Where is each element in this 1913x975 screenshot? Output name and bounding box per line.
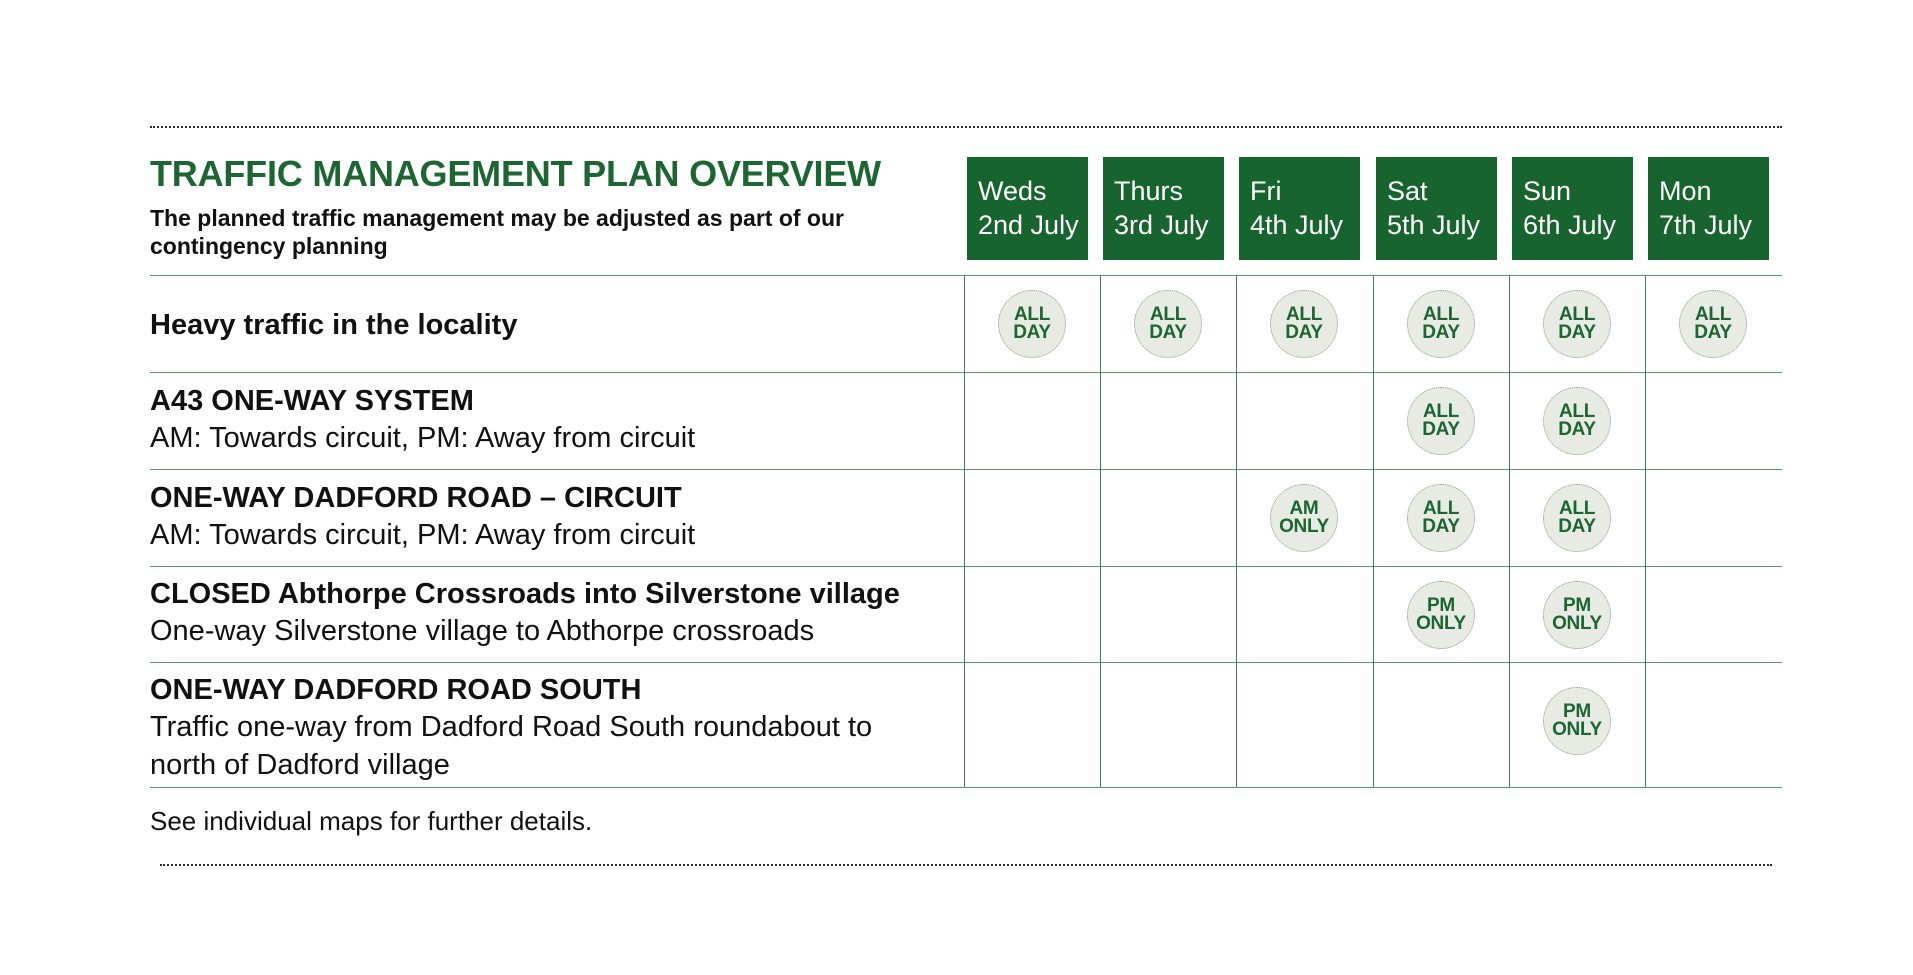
row-divider xyxy=(150,787,1782,788)
day-name: Sun xyxy=(1523,176,1572,206)
column-divider xyxy=(1236,275,1237,787)
status-badge: ALL DAY xyxy=(1543,387,1611,455)
status-badge: ALL DAY xyxy=(1543,484,1611,552)
row-label-abthorpe xyxy=(150,576,950,650)
status-badge: PM ONLY xyxy=(1543,581,1611,649)
row-subtitle: One-way Silverstone village to Abthorpe crossroads xyxy=(150,615,815,647)
status-badge: ALL DAY xyxy=(1543,290,1611,358)
row-subtitle: AM: Towards circuit, PM: Away from circuit xyxy=(150,519,696,551)
row-divider xyxy=(150,662,1782,663)
day-date: 6th July xyxy=(1523,210,1617,240)
page-title: TRAFFIC MANAGEMENT PLAN OVERVIEW xyxy=(150,153,881,194)
status-badge: ALL DAY xyxy=(1407,290,1475,358)
day-date: 3rd July xyxy=(1114,210,1209,240)
day-name: Thurs xyxy=(1114,176,1184,206)
column-divider xyxy=(1645,275,1646,787)
day-header-sat xyxy=(1376,157,1497,260)
status-badge: ALL DAY xyxy=(1407,484,1475,552)
status-badge: ALL DAY xyxy=(1134,290,1202,358)
status-badge: PM ONLY xyxy=(1407,581,1475,649)
row-title: A43 ONE-WAY SYSTEM xyxy=(150,385,474,417)
day-header-fri xyxy=(1239,157,1360,260)
row-label-dadford-south xyxy=(150,672,950,784)
day-date: 4th July xyxy=(1250,210,1344,240)
day-date: 2nd July xyxy=(978,210,1079,240)
day-name: Sat xyxy=(1387,176,1428,206)
bottom-dotted-rule xyxy=(160,864,1772,866)
row-label-heavy-traffic xyxy=(150,307,950,343)
column-divider xyxy=(964,275,965,787)
column-divider xyxy=(1100,275,1101,787)
day-name: Mon xyxy=(1659,176,1712,206)
row-divider xyxy=(150,275,1782,276)
day-date: 5th July xyxy=(1387,210,1481,240)
row-label-a43 xyxy=(150,383,950,457)
status-badge: ALL DAY xyxy=(1407,387,1475,455)
status-badge: ALL DAY xyxy=(1679,290,1747,358)
day-name: Weds xyxy=(978,176,1047,206)
day-name: Fri xyxy=(1250,176,1282,206)
day-header-thurs xyxy=(1103,157,1224,260)
row-subtitle: AM: Towards circuit, PM: Away from circuit xyxy=(150,422,696,454)
row-title: ONE-WAY DADFORD ROAD SOUTH xyxy=(150,674,642,706)
day-header-mon xyxy=(1648,157,1769,260)
day-header-weds xyxy=(967,157,1088,260)
day-header-sun xyxy=(1512,157,1633,260)
column-divider xyxy=(1509,275,1510,787)
row-title: ONE-WAY DADFORD ROAD – CIRCUIT xyxy=(150,482,682,514)
status-badge: PM ONLY xyxy=(1543,687,1611,755)
row-divider xyxy=(150,469,1782,470)
row-title: Heavy traffic in the locality xyxy=(150,309,518,341)
row-subtitle: Traffic one-way from Dadford Road South roundabout to north of Dadford village xyxy=(150,711,873,781)
row-divider xyxy=(150,566,1782,567)
footnote: See individual maps for further details. xyxy=(150,806,593,836)
column-divider xyxy=(1373,275,1374,787)
row-title: CLOSED Abthorpe Crossroads into Silverstone village xyxy=(150,578,900,610)
page-subtitle: The planned traffic management may be adjusted as part of our contingency planning xyxy=(150,205,844,259)
day-date: 7th July xyxy=(1659,210,1753,240)
top-dotted-rule xyxy=(150,126,1782,128)
status-badge: AM ONLY xyxy=(1270,484,1338,552)
status-badge: ALL DAY xyxy=(1270,290,1338,358)
row-label-dadford-circuit xyxy=(150,480,950,554)
row-divider xyxy=(150,372,1782,373)
status-badge: ALL DAY xyxy=(998,290,1066,358)
